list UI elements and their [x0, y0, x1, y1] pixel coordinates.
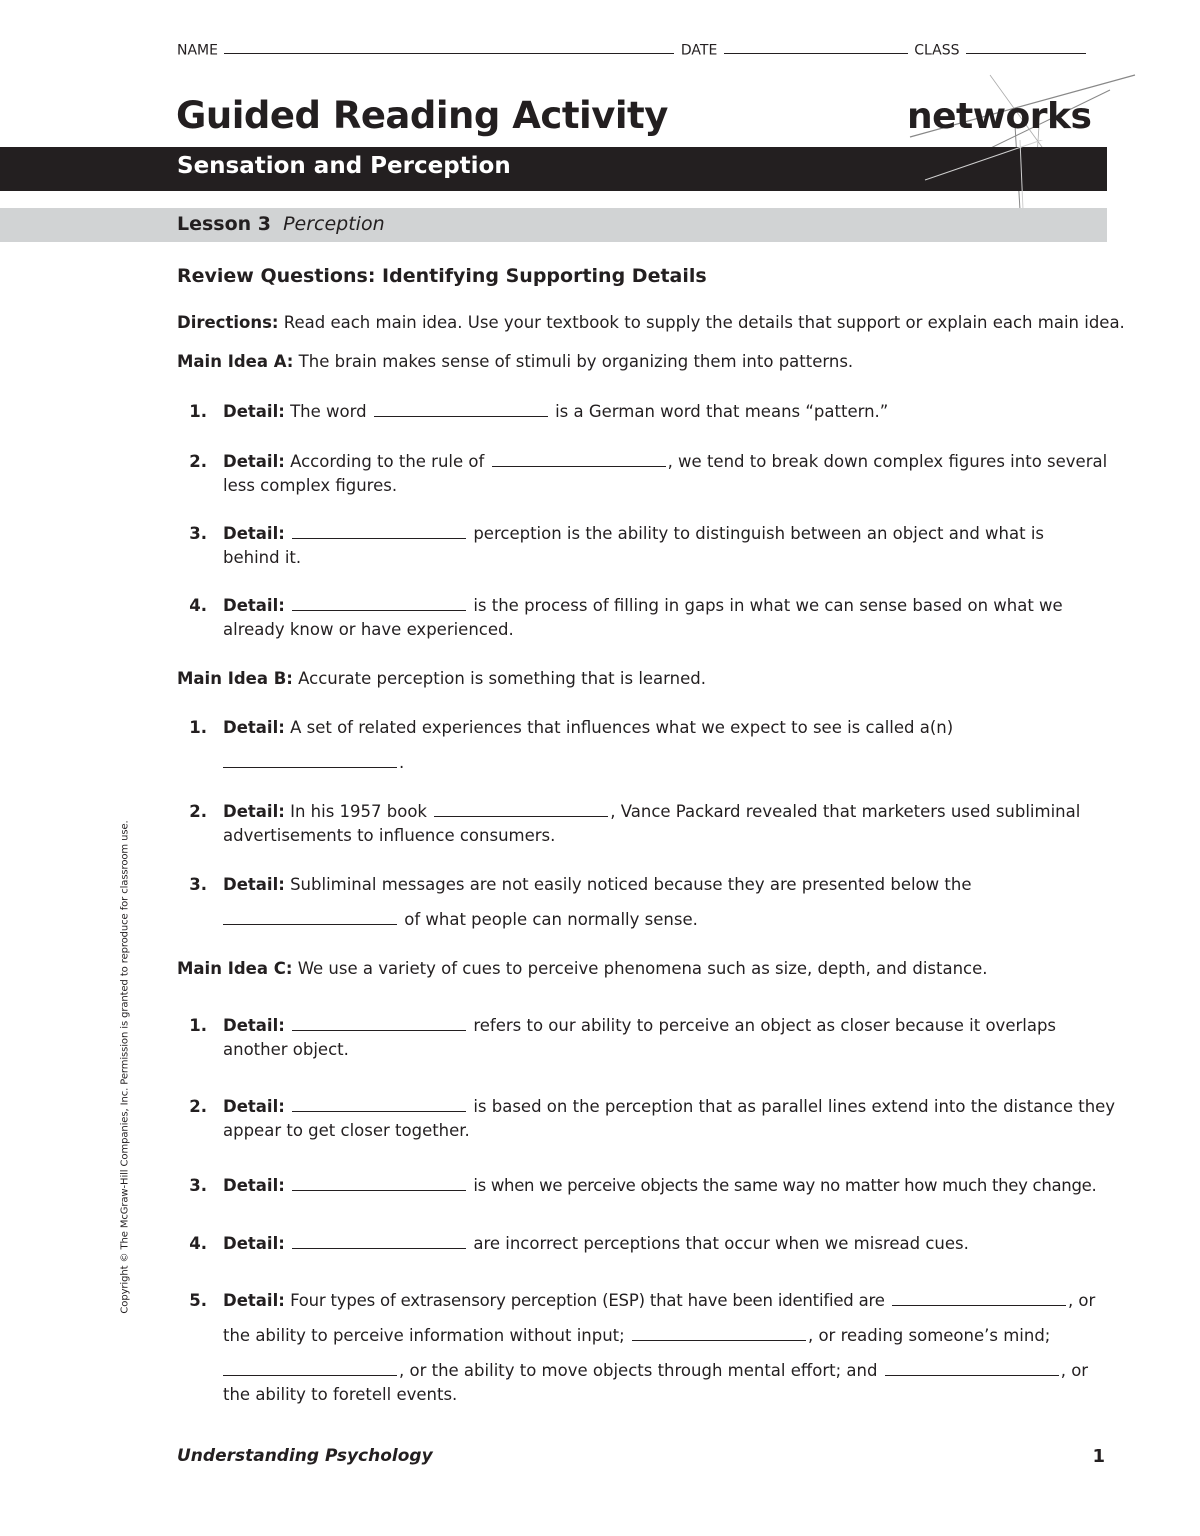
directions-text: Read each main idea. Use your textbook to supply the details that support or explain each main idea. — [283, 313, 1125, 332]
answer-blank[interactable] — [892, 1289, 1066, 1306]
answer-blank[interactable] — [292, 1095, 466, 1112]
answer-blank[interactable] — [632, 1324, 806, 1341]
answer-blank[interactable] — [292, 1232, 466, 1249]
directions-label: Directions: — [177, 313, 279, 332]
name-label: NAME — [177, 42, 218, 59]
main-idea-b — [177, 667, 706, 691]
answer-blank[interactable] — [374, 400, 548, 417]
answer-blank[interactable] — [434, 800, 608, 817]
answer-blank[interactable] — [292, 1174, 466, 1191]
date-field[interactable] — [724, 40, 908, 54]
name-field[interactable] — [224, 40, 674, 54]
answer-blank[interactable] — [292, 594, 466, 611]
logo-text: networks — [907, 96, 1092, 137]
answer-blank[interactable] — [223, 751, 397, 768]
directions — [177, 313, 1125, 332]
main-idea-b-text: Accurate perception is something that is learned. — [298, 669, 706, 688]
page-title: Guided Reading Activity — [176, 94, 668, 137]
main-idea-c — [177, 957, 988, 981]
main-idea-a-text: The brain makes sense of stimuli by organizing them into patterns. — [298, 352, 854, 371]
chapter-title: Sensation and Perception — [177, 153, 511, 179]
answer-blank[interactable] — [885, 1359, 1059, 1376]
date-label: DATE — [680, 42, 718, 59]
footer-book-title: Understanding Psychology — [177, 1446, 433, 1466]
answer-blank[interactable] — [292, 1014, 466, 1031]
section-heading: Review Questions: Identifying Supporting Details — [177, 265, 707, 287]
lesson-band — [0, 208, 1107, 242]
class-field[interactable] — [966, 40, 1086, 54]
lesson-label: Lesson 3 — [177, 213, 272, 235]
answer-blank[interactable] — [492, 450, 666, 467]
answer-blank[interactable] — [292, 522, 466, 539]
answer-blank[interactable] — [223, 908, 397, 925]
header-fields — [177, 40, 1107, 58]
class-label: CLASS — [914, 42, 960, 59]
lesson-heading — [177, 213, 385, 235]
page-number: 1 — [1092, 1446, 1105, 1467]
main-idea-b-label: Main Idea B: — [177, 669, 293, 688]
main-idea-a-label: Main Idea A: — [177, 352, 294, 371]
main-idea-c-label: Main Idea C: — [177, 959, 293, 978]
main-idea-a — [177, 350, 853, 374]
main-idea-c-text: We use a variety of cues to perceive phenomena such as size, depth, and distance. — [297, 959, 988, 978]
copyright-notice: Copyright © The McGraw-Hill Companies, Inc. Permission is granted to reproduce for classroom use. — [119, 820, 131, 1314]
answer-blank[interactable] — [223, 1359, 397, 1376]
lesson-topic: Perception — [283, 213, 385, 235]
